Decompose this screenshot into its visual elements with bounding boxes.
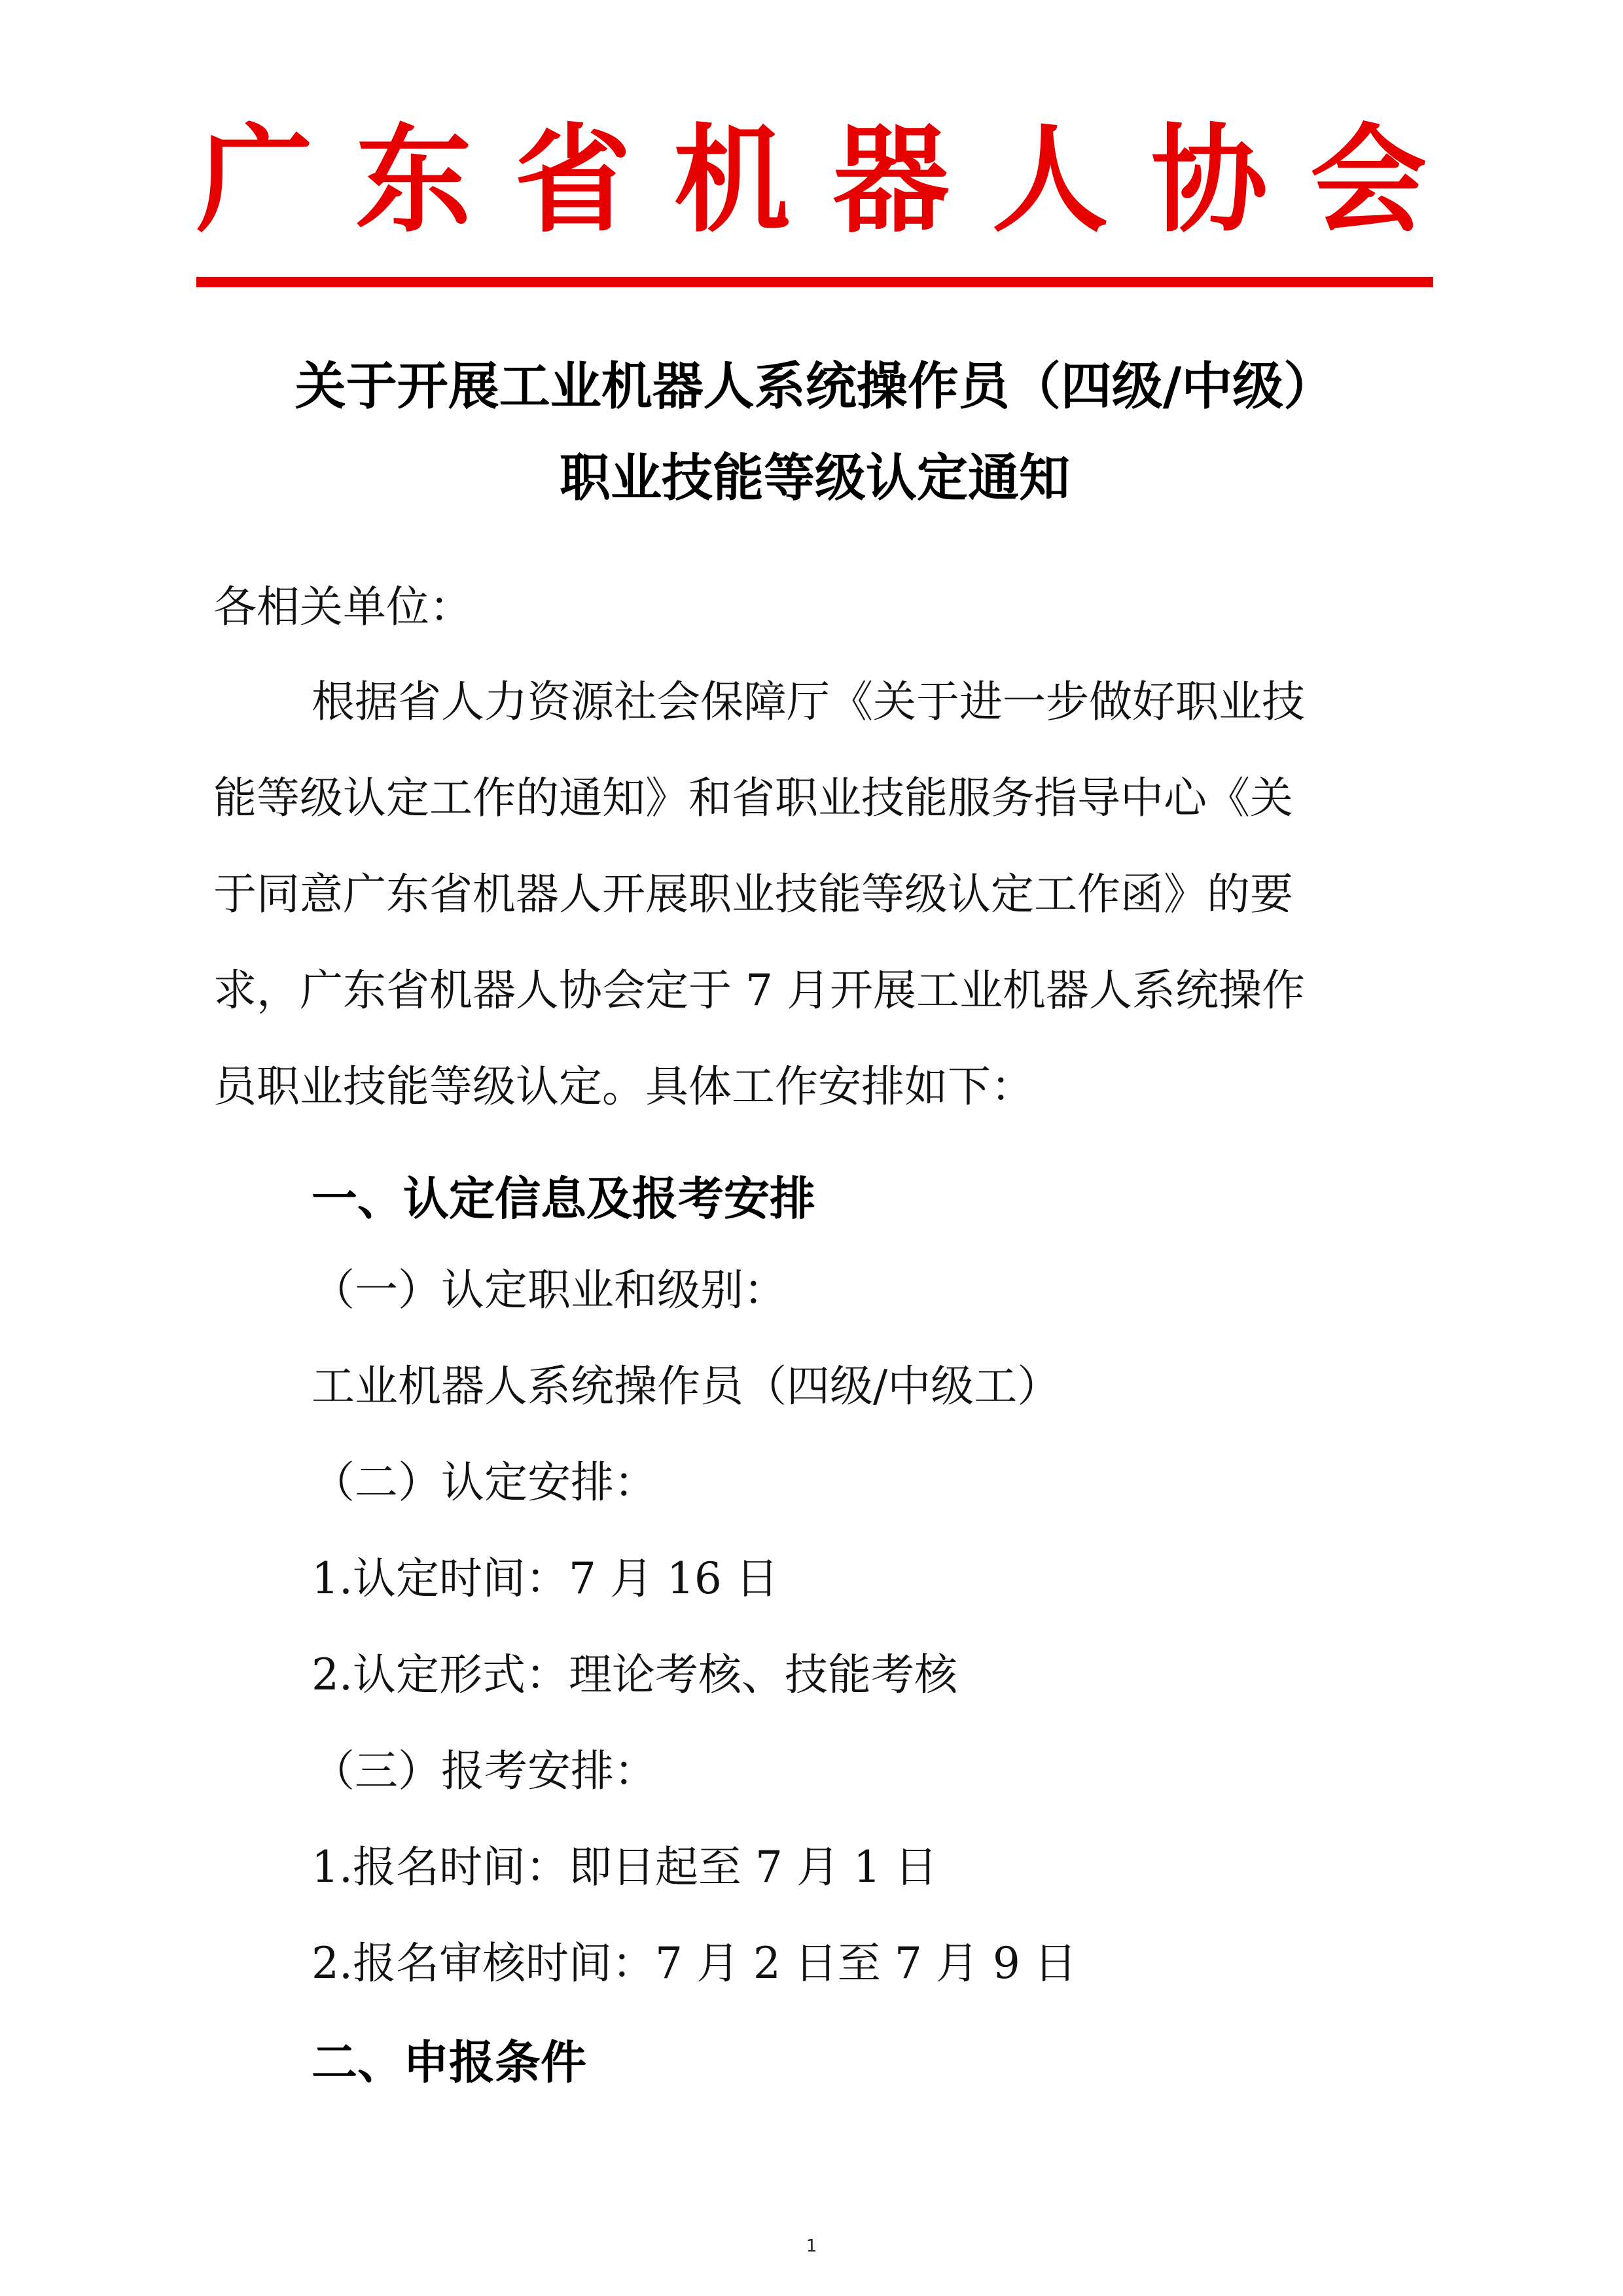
intro-line-3	[213, 868, 1419, 920]
subsection-1-content: 工业机器人系统操作员（四级/中级工）	[312, 1361, 1061, 1411]
masthead-char: 机	[673, 111, 791, 248]
subsection-3-heading: （三）报考安排：	[312, 1746, 657, 1796]
subsection-2-item-2: 2.认定形式：理论考核、技能考核	[312, 1650, 957, 1700]
subsection-2-item-1: 1.认定时间：7 月 16 日	[312, 1553, 779, 1604]
subsection-3-item-2: 2.报名审核时间：7 月 2 日至 7 月 9 日	[312, 1938, 1077, 1988]
masthead-char: 器	[832, 111, 950, 248]
section-2-heading: 二、申报条件	[312, 2036, 586, 2089]
intro-text: 求，广东省机器人协会定于 7 月开展工业机器人系统操作	[213, 965, 1305, 1016]
intro-line-5: 员职业技能等级认定。具体工作安排如下：	[213, 1061, 1034, 1112]
document-title-line-1: 关于开展工业机器人系统操作员（四级/中级）	[294, 357, 1335, 416]
intro-line-1	[312, 676, 1419, 728]
subsection-3-item-1: 1.报名时间：即日起至 7 月 1 日	[312, 1842, 938, 1892]
page-number: 1	[806, 2236, 817, 2256]
masthead-char: 省	[514, 111, 632, 248]
intro-text: 能等级认定工作的通知》和省职业技能服务指导中心《关	[213, 773, 1293, 823]
subsection-1-heading: （一）认定职业和级别：	[312, 1265, 787, 1315]
masthead-char: 协	[1150, 111, 1268, 248]
intro-text: 于同意广东省机器人开展职业技能等级认定工作函》的要	[213, 869, 1293, 919]
subsection-2-heading: （二）认定安排：	[312, 1457, 657, 1508]
salutation: 各相关单位：	[213, 582, 473, 632]
section-1-heading: 一、认定信息及报考安排	[312, 1172, 815, 1226]
masthead-char: 广	[196, 111, 313, 248]
document-title-line-2: 职业技能等级认定通知	[559, 449, 1070, 508]
intro-text: 根据省人力资源社会保障厅《关于进一步做好职业技	[312, 677, 1305, 727]
masthead-char: 东	[355, 111, 473, 248]
masthead-divider	[196, 277, 1433, 287]
org-masthead	[196, 111, 1427, 248]
intro-line-2	[213, 772, 1419, 824]
intro-line-4	[213, 964, 1419, 1016]
masthead-char: 人	[991, 111, 1109, 248]
masthead-char: 会	[1310, 111, 1427, 248]
